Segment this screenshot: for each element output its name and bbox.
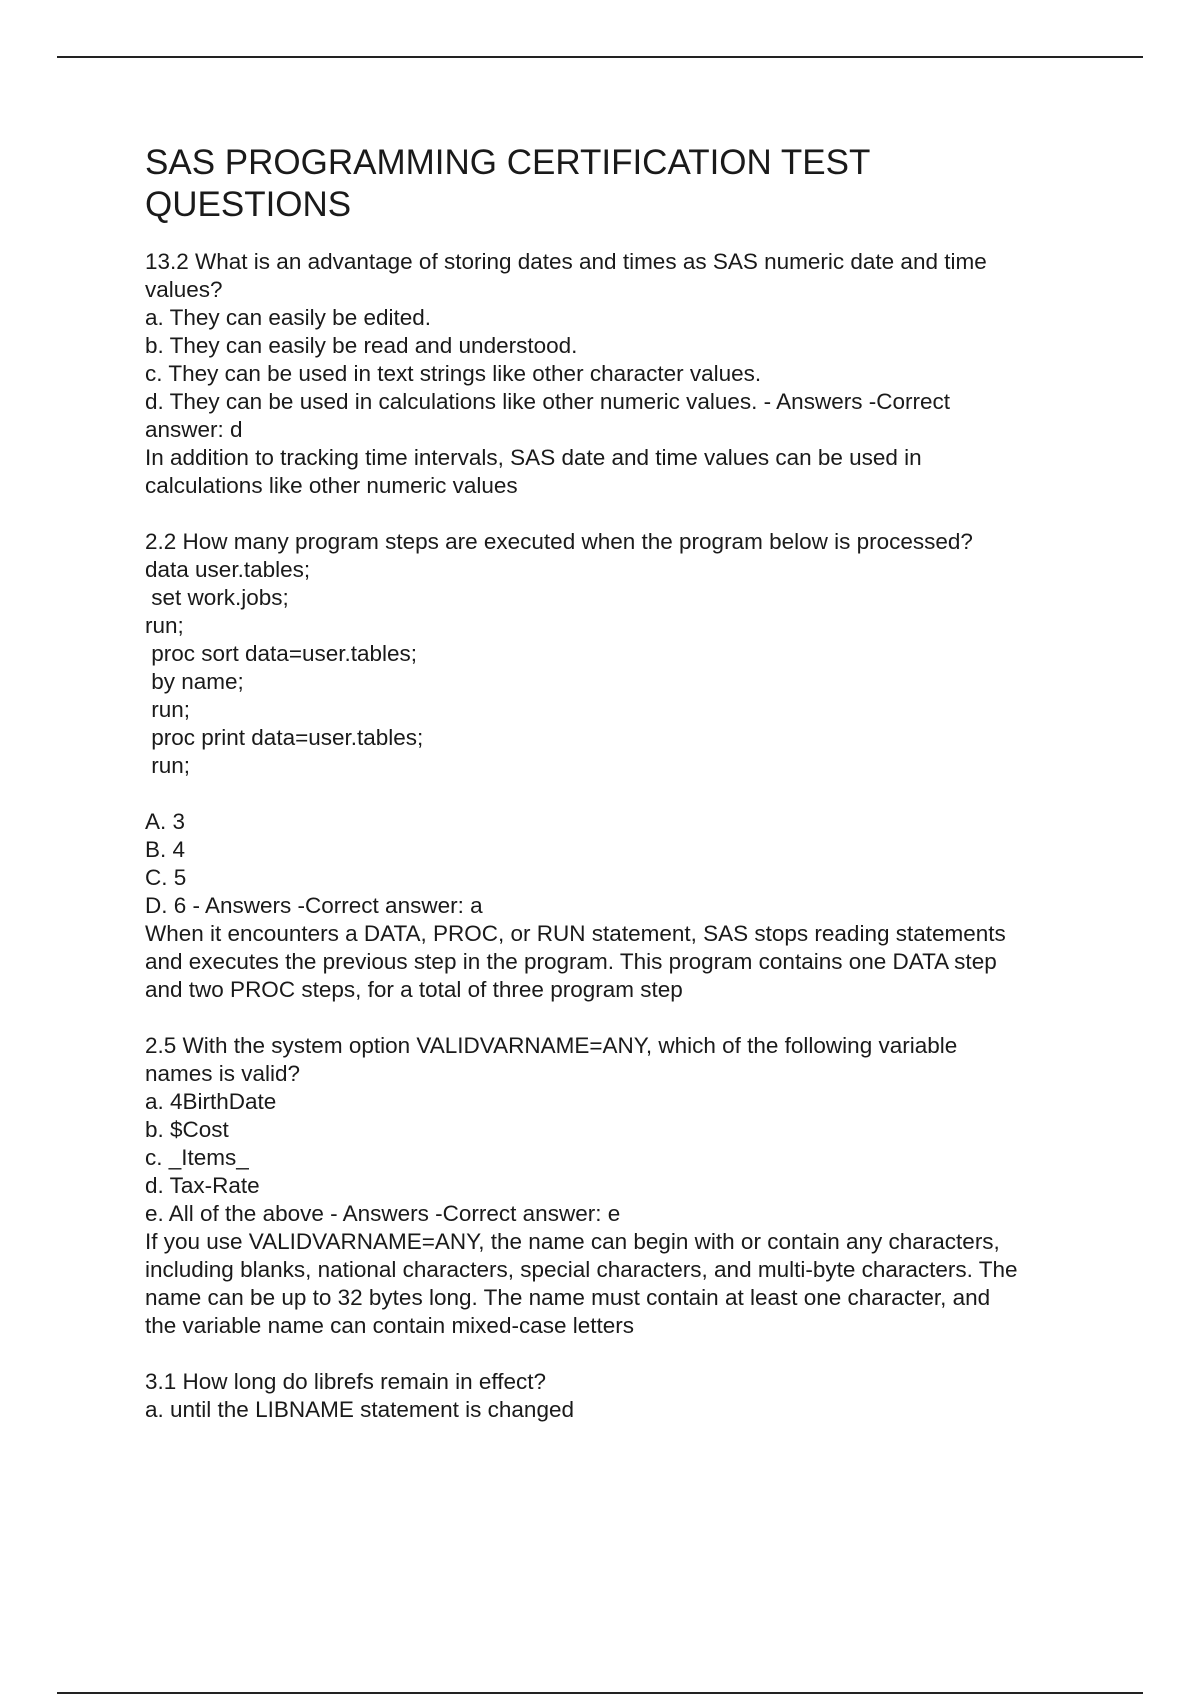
top-rule	[57, 56, 1143, 58]
answer-option: b. $Cost	[145, 1117, 229, 1142]
spacer	[145, 1004, 1105, 1032]
answer-option: A. 3	[145, 809, 186, 834]
document-body	[145, 142, 1105, 1424]
code-line: proc print data=user.tables;	[145, 725, 424, 750]
question-3-1	[145, 1368, 1105, 1424]
answer-option: d. They can be used in calculations like other numeric values. - Answers -Correct	[145, 389, 950, 414]
answer-option: c. They can be used in text strings like other character values.	[145, 361, 762, 386]
explanation: name can be up to 32 bytes long. The name must contain at least one character, and	[145, 1285, 991, 1310]
question-2-5	[145, 1032, 1105, 1340]
question-text: 2.2 How many program steps are executed when the program below is processed?	[145, 529, 973, 554]
code-line: by name;	[145, 669, 244, 694]
correct-answer: answer: d	[145, 417, 243, 442]
correct-answer: D. 6 - Answers -Correct answer: a	[145, 893, 483, 918]
spacer	[145, 500, 1105, 528]
explanation: and executes the previous step in the program. This program contains one DATA step	[145, 949, 997, 974]
explanation: including blanks, national characters, special characters, and multi-byte characters. The	[145, 1257, 1018, 1282]
question-text: 3.1 How long do librefs remain in effect?	[145, 1369, 547, 1394]
code-line: set work.jobs;	[145, 585, 289, 610]
answer-option: d. Tax-Rate	[145, 1173, 260, 1198]
answer-option: c. _Items_	[145, 1145, 249, 1170]
code-line: run;	[145, 697, 191, 722]
answer-option: B. 4	[145, 837, 186, 862]
code-line: data user.tables;	[145, 557, 311, 582]
question-text: 2.5 With the system option VALIDVARNAME=ANY, which of the following variable	[145, 1033, 958, 1058]
answer-option: C. 5	[145, 865, 187, 890]
spacer	[145, 780, 1105, 808]
question-13-2	[145, 248, 1105, 500]
bottom-rule	[57, 1692, 1143, 1694]
code-line: run;	[145, 753, 191, 778]
question-2-2	[145, 528, 1105, 1004]
answer-option: b. They can easily be read and understood.	[145, 333, 578, 358]
explanation: calculations like other numeric values	[145, 473, 518, 498]
question-text: values?	[145, 277, 223, 302]
title-line: SAS PROGRAMMING CERTIFICATION TEST	[145, 143, 871, 182]
code-line: run;	[145, 613, 184, 638]
answer-option: a. until the LIBNAME statement is changed	[145, 1397, 574, 1422]
answer-option: a. 4BirthDate	[145, 1089, 277, 1114]
question-text: 13.2 What is an advantage of storing dates and times as SAS numeric date and time	[145, 249, 987, 274]
code-line: proc sort data=user.tables;	[145, 641, 418, 666]
explanation: the variable name can contain mixed-case letters	[145, 1313, 635, 1338]
correct-answer: e. All of the above - Answers -Correct answer: e	[145, 1201, 621, 1226]
explanation: When it encounters a DATA, PROC, or RUN statement, SAS stops reading statements	[145, 921, 1006, 946]
explanation: and two PROC steps, for a total of three program step	[145, 977, 683, 1002]
spacer	[145, 1340, 1105, 1368]
question-text: names is valid?	[145, 1061, 301, 1086]
explanation: In addition to tracking time intervals, SAS date and time values can be used in	[145, 445, 922, 470]
answer-option: a. They can easily be edited.	[145, 305, 432, 330]
explanation: If you use VALIDVARNAME=ANY, the name can begin with or contain any characters,	[145, 1229, 1000, 1254]
document-title	[145, 142, 1105, 226]
title-line: QUESTIONS	[145, 185, 352, 224]
